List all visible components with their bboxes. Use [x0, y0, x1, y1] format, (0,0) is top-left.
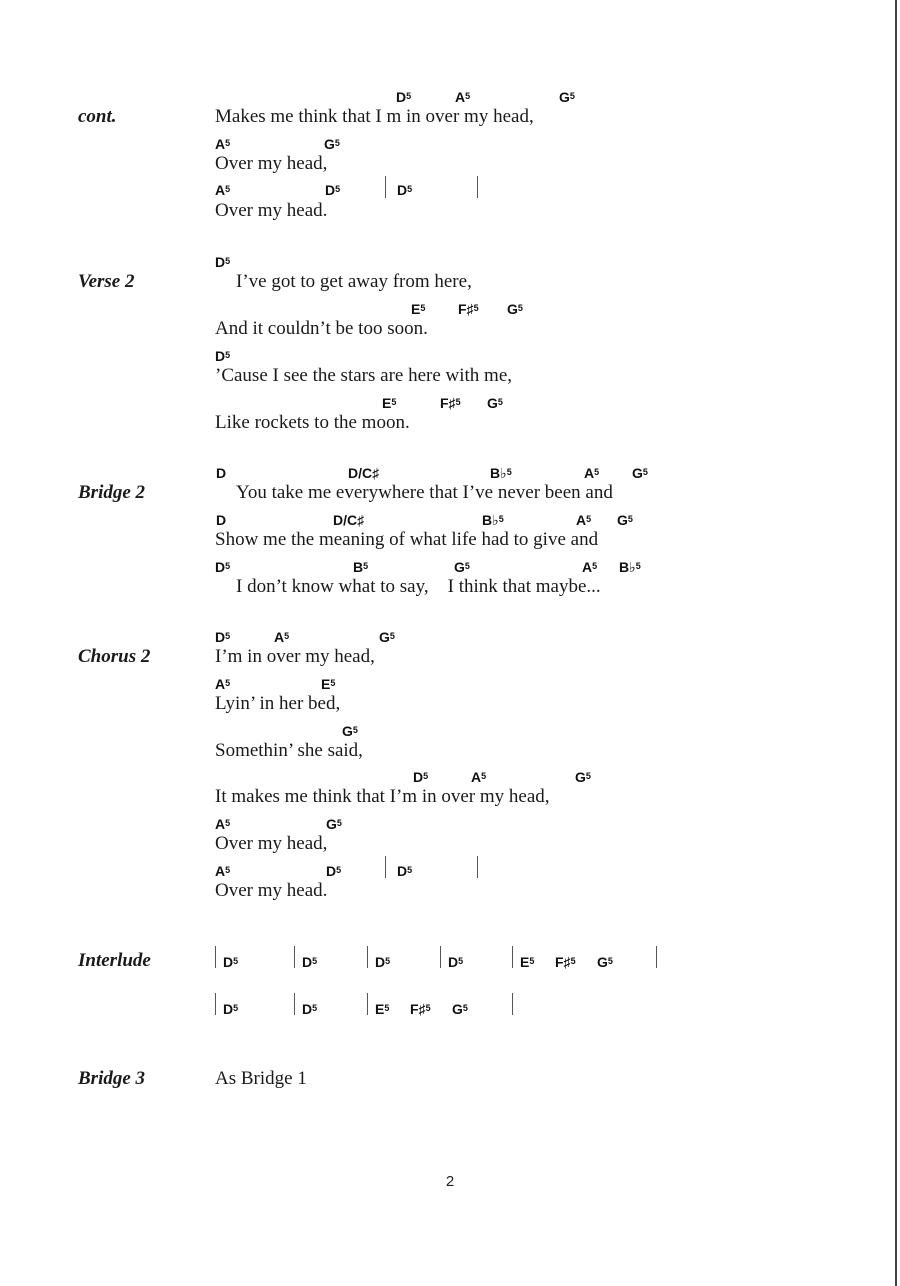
chord-d5: $D^5$: [413, 769, 429, 785]
bar-line: [215, 946, 216, 968]
lyric-line: Like rockets to the moon.: [215, 412, 410, 433]
chord-e5: $E^5$: [375, 1001, 390, 1017]
lyric-line: Over my head,: [215, 833, 328, 854]
lyric-line: I’m in over my head,: [215, 646, 375, 667]
chord-a5: $A^5$: [215, 182, 231, 198]
chord-d5: $D^5$: [397, 863, 413, 879]
chord-d5: $D^5$: [325, 182, 341, 198]
lyric-line: You take me everywhere that I’ve never been and: [236, 482, 613, 503]
bar-line: [477, 856, 478, 878]
chord-a5: $A^5$: [215, 863, 231, 879]
chord-e5: $E^5$: [321, 676, 336, 692]
bar-line: [215, 993, 216, 1015]
bar-line: [385, 856, 386, 878]
chord-g5: $G^5$: [452, 1001, 468, 1017]
chord-g5: $G^5$: [379, 629, 395, 645]
section-label-chorus-2: Chorus 2: [78, 646, 151, 667]
bar-line: [512, 946, 513, 968]
bridge-3-instruction: As Bridge 1: [215, 1068, 307, 1089]
chord-d5: $D^5$: [302, 954, 318, 970]
chord-d5: $D^5$: [215, 629, 231, 645]
lyric-line: And it couldn’t be too soon.: [215, 318, 428, 339]
lyric-line: It makes me think that I’m in over my head,: [215, 786, 550, 807]
chord-g5: $G^5$: [617, 512, 633, 528]
chord-g5: $G^5$: [507, 301, 523, 317]
chord-b-flat-5: B♭$^5$: [482, 512, 504, 528]
chord-d5: $D^5$: [223, 1001, 239, 1017]
section-label-bridge-3: Bridge 3: [78, 1068, 146, 1089]
chord-e5: $E^5$: [382, 395, 397, 411]
chord-g5: $G^5$: [487, 395, 503, 411]
bar-line: [440, 946, 441, 968]
chord-a5: $A^5$: [215, 676, 231, 692]
chord-d: D: [216, 465, 227, 481]
chord-a5: $A^5$: [215, 816, 231, 832]
chord-d5: $D^5$: [215, 348, 231, 364]
chord-a5: $A^5$: [582, 559, 598, 575]
bar-line: [477, 176, 478, 198]
chord-a5: $A^5$: [584, 465, 600, 481]
chord-g5: $G^5$: [559, 89, 575, 105]
bar-line: [367, 993, 368, 1015]
chord-d-over-c-sharp: D/C♯: [348, 465, 380, 481]
chord-g5: $G^5$: [454, 559, 470, 575]
lyric-line: Show me the meaning of what life had to give and: [215, 529, 599, 550]
lyric-line: I don’t know what to say, I think that maybe...: [236, 576, 601, 597]
chord-a5: $A^5$: [471, 769, 487, 785]
chord-a5: $A^5$: [274, 629, 290, 645]
lyric-line: Lyin’ in her bed,: [215, 693, 341, 714]
chord-d5: $D^5$: [375, 954, 391, 970]
bar-line: [385, 176, 386, 198]
chord-a5: $A^5$: [576, 512, 592, 528]
chord-b5: $B^5$: [353, 559, 369, 575]
page-number: 2: [445, 1173, 455, 1190]
chord-d: D: [216, 512, 227, 528]
chord-g5: $G^5$: [326, 816, 342, 832]
section-label-cont: cont.: [78, 106, 117, 127]
lyric-line: I’ve got to get away from here,: [236, 271, 472, 292]
chord-f-sharp-5: F♯$^5$: [458, 301, 479, 317]
chord-d5: $D^5$: [215, 254, 231, 270]
chord-g5: $G^5$: [575, 769, 591, 785]
chord-d5: $D^5$: [326, 863, 342, 879]
section-label-interlude: Interlude: [78, 950, 151, 971]
chord-e5: $E^5$: [520, 954, 535, 970]
chord-e5: $E^5$: [411, 301, 426, 317]
chord-a5: $A^5$: [215, 136, 231, 152]
chord-f-sharp-5: F♯$^5$: [440, 395, 461, 411]
chord-d5: $D^5$: [448, 954, 464, 970]
chord-d5: $D^5$: [302, 1001, 318, 1017]
chord-g5: $G^5$: [342, 723, 358, 739]
chord-g5: $G^5$: [324, 136, 340, 152]
bar-line: [294, 993, 295, 1015]
section-label-verse-2: Verse 2: [78, 271, 135, 292]
chord-b-flat-5: B♭$^5$: [490, 465, 512, 481]
chord-f-sharp-5: F♯$^5$: [410, 1001, 431, 1017]
chord-g5: $G^5$: [597, 954, 613, 970]
chord-g5: $G^5$: [632, 465, 648, 481]
bar-line: [367, 946, 368, 968]
lyric-line: Over my head.: [215, 880, 328, 901]
lyric-line: Somethin’ she said,: [215, 740, 363, 761]
chord-a5: $A^5$: [455, 89, 471, 105]
chord-d-over-c-sharp: D/C♯: [333, 512, 365, 528]
bar-line: [656, 946, 657, 968]
chord-d5: $D^5$: [396, 89, 412, 105]
lyric-line: Over my head,: [215, 153, 328, 174]
bar-line: [294, 946, 295, 968]
chord-b-flat-5: B♭$^5$: [619, 559, 641, 575]
chord-f-sharp-5: F♯$^5$: [555, 954, 576, 970]
chord-d5: $D^5$: [397, 182, 413, 198]
bar-line: [512, 993, 513, 1015]
lyric-line: Makes me think that I m in over my head,: [215, 106, 534, 127]
chord-d5: $D^5$: [223, 954, 239, 970]
section-label-bridge-2: Bridge 2: [78, 482, 146, 503]
lyric-line: Over my head.: [215, 200, 328, 221]
lyric-line: ’Cause I see the stars are here with me,: [215, 365, 513, 386]
chord-d5: $D^5$: [215, 559, 231, 575]
